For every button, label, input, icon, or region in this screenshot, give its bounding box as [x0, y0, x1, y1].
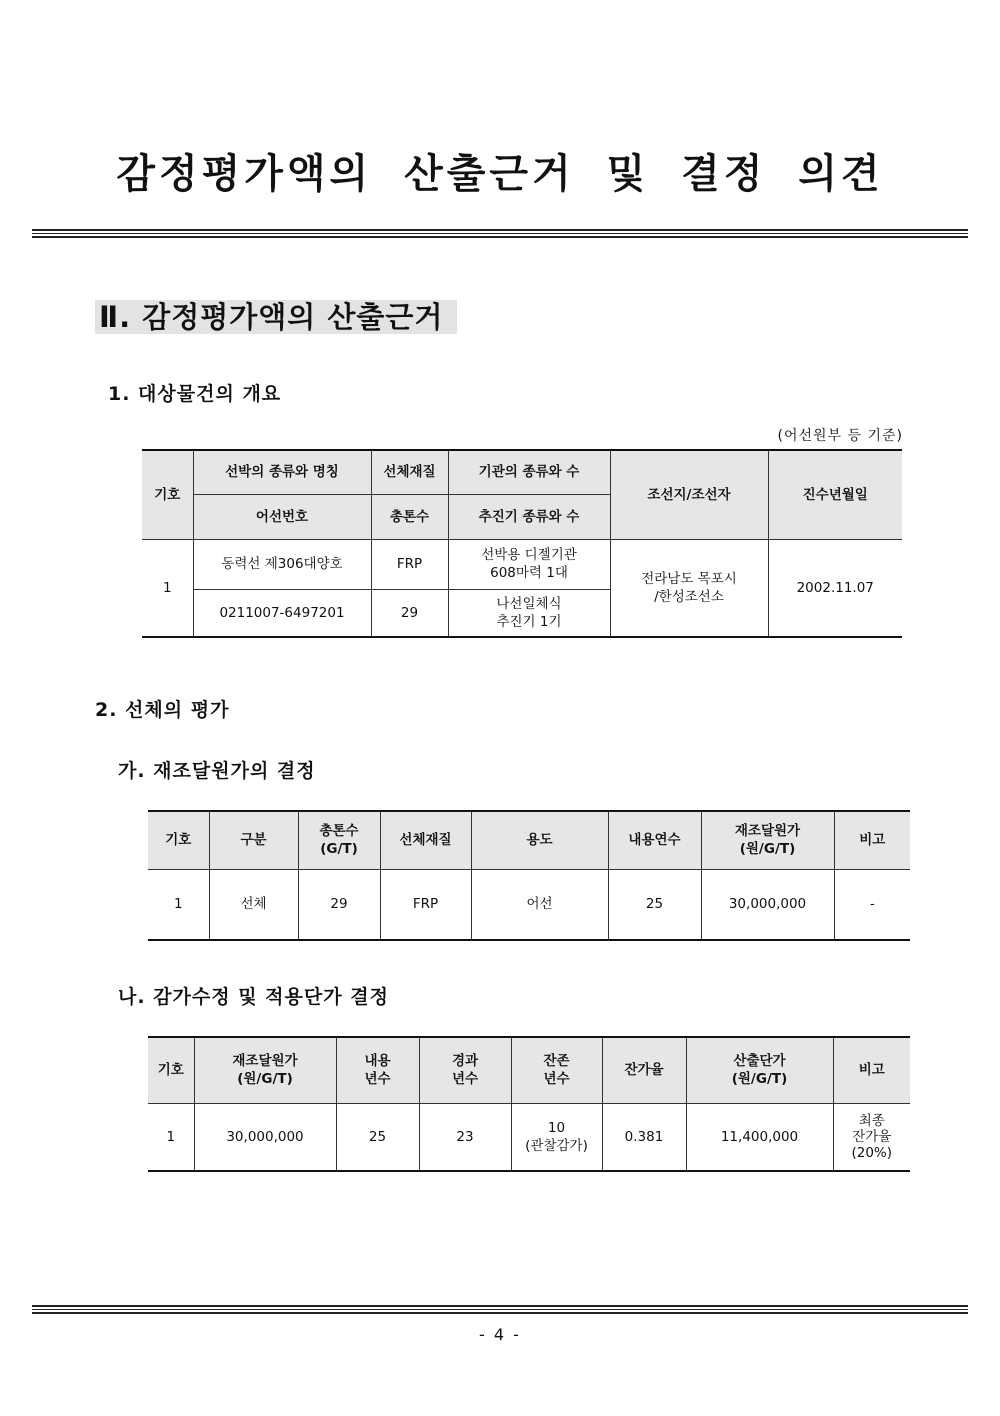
t2-cell-2: 29	[298, 869, 380, 940]
header-launch-date: 진수년월일	[768, 450, 902, 539]
cell-propulsion-line1: 나선일체식	[496, 595, 562, 612]
t3-header-3: 경과 년수	[419, 1037, 511, 1103]
t2-header-3: 선체재질	[380, 811, 471, 869]
t3-cell-1: 30,000,000	[194, 1103, 336, 1171]
page-number: - 4 -	[479, 1325, 521, 1344]
header-propulsion: 추진기 종류와 수	[448, 494, 610, 539]
t3-header-2: 내용 년수	[336, 1037, 419, 1103]
t3-cell-7: 최종 잔가율 (20%)	[833, 1103, 910, 1171]
cell-builder-line2: /한성조선소	[654, 588, 724, 605]
t3-cell-4: 10 (관찰감가)	[511, 1103, 602, 1171]
cell-propulsion-line2: 추진기 1기	[496, 613, 562, 630]
t2-header-2: 총톤수 (G/T)	[298, 811, 380, 869]
cell-builder	[610, 539, 768, 637]
t3-header-5: 잔가율	[602, 1037, 686, 1103]
title-divider	[32, 229, 968, 238]
replacement-cost-table	[148, 810, 910, 941]
header-material: 선체재질	[371, 450, 448, 494]
t2-header-6: 재조달원가 (원/G/T)	[701, 811, 834, 869]
t2-cell-6: 30,000,000	[701, 869, 834, 940]
t3-cell-5: 0.381	[602, 1103, 686, 1171]
cell-tonnage: 29	[371, 589, 448, 637]
hull-heading: 2. 선체의 평가	[95, 699, 230, 721]
cell-no: 1	[142, 539, 193, 637]
t2-cell-3: FRP	[380, 869, 471, 940]
t3-header-4: 잔존 년수	[511, 1037, 602, 1103]
page-title: 감정평가액의 산출근거 및 결정 의견	[116, 151, 884, 197]
t3-header-0: 기호	[148, 1037, 194, 1103]
overview-heading: 1. 대상물건의 개요	[108, 383, 282, 405]
t2-cell-4: 어선	[471, 869, 608, 940]
cell-material: FRP	[371, 539, 448, 589]
cell-engine	[448, 539, 610, 589]
t2-header-1: 구분	[209, 811, 298, 869]
header-engine: 기관의 종류와 수	[448, 450, 610, 494]
header-registration-no: 어선번호	[193, 494, 371, 539]
t2-header-5: 내용연수	[608, 811, 701, 869]
header-no: 기호	[142, 450, 193, 539]
header-builder: 조선지/조선자	[610, 450, 768, 539]
t2-cell-0: 1	[148, 869, 209, 940]
cell-ship-name: 동력선 제306대양호	[193, 539, 371, 589]
section-heading: Ⅱ. 감정평가액의 산출근거	[95, 300, 457, 334]
t3-cell-6: 11,400,000	[686, 1103, 833, 1171]
t3-header-1: 재조달원가 (원/G/T)	[194, 1037, 336, 1103]
overview-table	[142, 449, 902, 638]
t2-header-4: 용도	[471, 811, 608, 869]
cell-propulsion	[448, 589, 610, 637]
t3-cell-2: 25	[336, 1103, 419, 1171]
t3-header-6: 산출단가 (원/G/T)	[686, 1037, 833, 1103]
cell-engine-line2: 608마력 1대	[490, 565, 568, 581]
t2-header-0: 기호	[148, 811, 209, 869]
replacement-cost-heading: 가. 재조달원가의 결정	[118, 760, 316, 782]
t2-cell-5: 25	[608, 869, 701, 940]
header-ship-name: 선박의 종류와 명칭	[193, 450, 371, 494]
cell-engine-line1: 선박용 디젤기관	[481, 547, 577, 563]
depreciation-table	[148, 1036, 910, 1172]
overview-note: (어선원부 등 기준)	[777, 428, 903, 444]
depreciation-heading: 나. 감가수정 및 적용단가 결정	[118, 986, 389, 1008]
t3-cell-0: 1	[148, 1103, 194, 1171]
t3-header-7: 비고	[833, 1037, 910, 1103]
cell-registration-no: 0211007-6497201	[193, 589, 371, 637]
cell-builder-line1: 전라남도 목포시	[641, 570, 737, 587]
cell-launch-date: 2002.11.07	[768, 539, 902, 637]
header-tonnage: 총톤수	[371, 494, 448, 539]
t2-cell-7: -	[834, 869, 910, 940]
t2-cell-1: 선체	[209, 869, 298, 940]
t3-cell-3: 23	[419, 1103, 511, 1171]
t2-header-7: 비고	[834, 811, 910, 869]
footer-divider	[32, 1305, 968, 1314]
